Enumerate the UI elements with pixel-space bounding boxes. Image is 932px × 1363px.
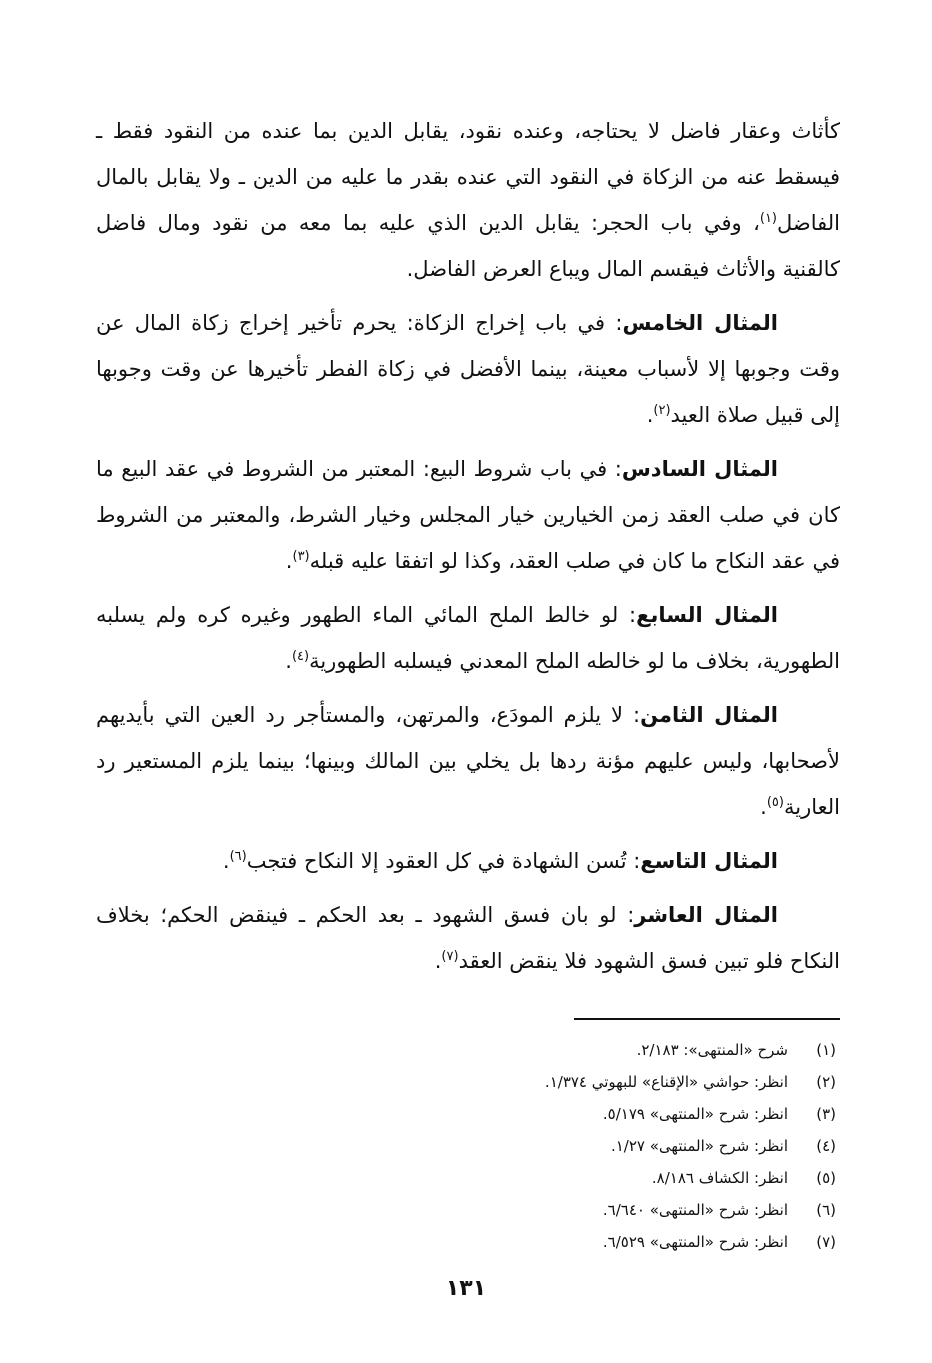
paragraph-text: كأثاث وعقار فاضل لا يحتاجه، وعنده نقود، يقابل الدين بما عنده من النقود فقط ـ فيسقط عنه من الزكاة في النقود التي عنده بقدر ما عليه من الدين ـ ولا يقابل بالمال الفاضل [96,119,840,235]
example-heading: المثال الثامن [640,703,779,727]
footnote-text: انظر: شرح «المنتهى» ٥/١٧٩. [602,1105,788,1123]
footnote-item [236,1162,836,1194]
paragraph-tail: . [760,795,767,819]
paragraph-tail: . [285,549,293,573]
paragraph-text: : تُسن الشهادة في كل العقود إلا النكاح فتجب [246,849,641,873]
footnote-text: انظر: شرح «المنتهى» ٦/٦٤٠. [602,1201,788,1219]
page-number: ١٣١ [445,1276,487,1301]
footnotes [236,1034,836,1258]
paragraph-text: : في باب إخراج الزكاة: يحرم تأخير إخراج زكاة المال عن وقت وجوبها إلا لأسباب معينة، بينما الأفضل في زكاة الفطر تأخيرها عن وقت وجوبها إلى قبيل صلاة العيد [96,311,840,427]
footnote-text: شرح «المنتهى»: ٢/١٨٣. [636,1041,788,1059]
paragraph-example-8 [96,692,840,830]
footnote-number: (١) [816,1041,836,1059]
paragraph-text: : لو بان فسق الشهود ـ بعد الحكم ـ فينقض الحكم؛ بخلاف النكاح فلو تبين فسق الشهود فلا ينقض العقد [96,903,840,973]
example-heading: المثال التاسع [640,849,778,873]
footnote-ref[interactable]: (٣) [292,549,310,564]
footnote-number: (٣) [816,1105,836,1123]
paragraph-tail: . [222,849,230,873]
paragraph-example-7 [96,592,840,684]
paragraph-tail: . [434,949,442,973]
paragraph-text: : لا يلزم المودَع، والمرتهن، والمستأجر رد العين التي بأيديهم لأصحابها، وليس عليهم مؤنة ردها بل يخلي بين المالك وبينها؛ بينما يلزم المستعير رد العارية [96,703,840,819]
footnote-item [236,1194,836,1226]
page-body [96,108,840,992]
footnote-ref[interactable]: (٢) [653,403,671,418]
footnote-ref[interactable]: (٤) [291,649,310,664]
example-heading: المثال العاشر [634,903,778,927]
footnote-ref[interactable]: (٦) [229,849,247,864]
paragraph-example-6 [96,446,840,584]
footnote-item [236,1226,836,1258]
footnote-text: انظر: شرح «المنتهى» ١/٢٧. [610,1137,788,1155]
example-heading: المثال السادس [621,457,778,481]
footnote-item [236,1034,836,1066]
footnote-ref[interactable]: (٧) [441,949,459,964]
footnote-ref[interactable]: (٥) [766,795,784,810]
paragraph-tail: . [285,649,292,673]
footnote-item [236,1130,836,1162]
footnote-text: انظر: الكشاف ٨/١٨٦. [651,1169,788,1187]
footnote-separator [574,1018,840,1020]
footnote-number: (٥) [816,1169,836,1187]
paragraph-text: : في باب شروط البيع: المعتبر من الشروط في عقد البيع ما كان في صلب العقد زمن الخيارين خيار المجلس وخيار الشرط، والمعتبر من الشروط في عقد النكاح ما كان في صلب العقد، وكذا لو اتفقا عليه قبله [96,457,840,573]
footnote-number: (٧) [816,1233,836,1251]
paragraph-example-5 [96,300,840,438]
paragraph-text: : لو خالط الملح المائي الماء الطهور وغيره كره ولم يسلبه الطهورية، بخلاف ما لو خالطه الملح المعدني فيسلبه الطهورية [96,603,840,673]
paragraph-example-10 [96,892,840,984]
paragraph-continuation [96,108,840,292]
paragraph-example-9 [96,838,840,884]
footnote-item [236,1098,836,1130]
example-heading: المثال السابع [636,603,778,627]
footnote-number: (٤) [816,1137,836,1155]
footnote-item [236,1066,836,1098]
footnote-text: انظر: شرح «المنتهى» ٦/٥٢٩. [602,1233,788,1251]
paragraph-tail: ، وفي باب الحجر: يقابل الدين الذي عليه بما معه من نقود ومال فاضل كالقنية والأثاث فيقسم المال ويباع العرض الفاضل. [96,211,840,281]
footnote-ref[interactable]: (١) [759,211,777,226]
paragraph-tail: . [646,403,654,427]
example-heading: المثال الخامس [622,311,778,335]
footnote-number: (٢) [816,1073,836,1091]
footnote-text: انظر: حواشي «الإقناع» للبهوتي ١/٣٧٤. [544,1073,788,1091]
footnote-number: (٦) [816,1201,836,1219]
